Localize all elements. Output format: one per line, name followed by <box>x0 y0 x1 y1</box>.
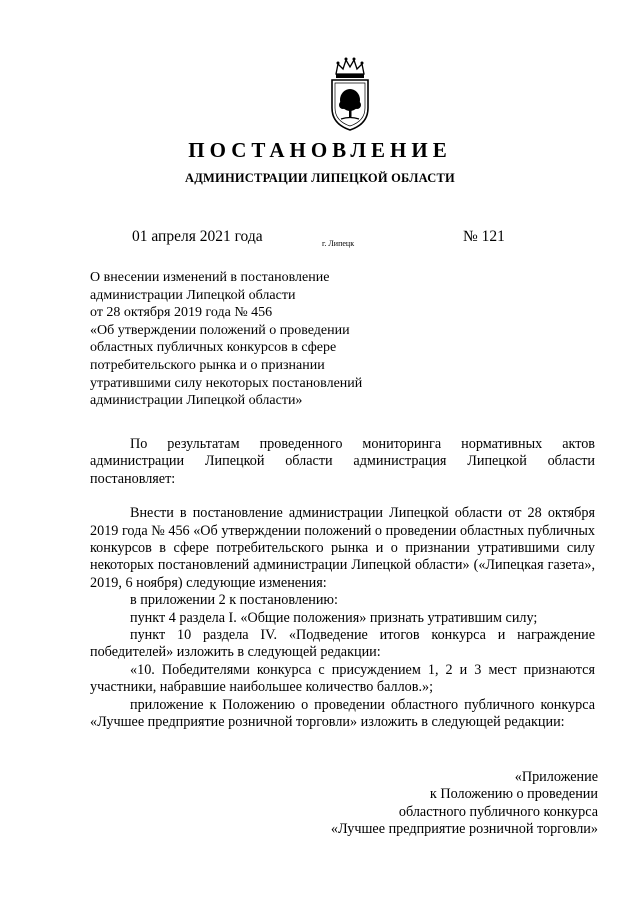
heading-line: «Об утверждении положений о проведении <box>90 322 350 338</box>
heading-line: О внесении изменений в постановление <box>90 270 330 285</box>
heading-line: утратившими силу некоторых постановлений <box>90 375 363 391</box>
appendix-line: «Приложение <box>514 769 598 785</box>
preamble-paragraph: По результатам проведенного мониторинга нормативных актов администрации Липецкой области администрация Липецкой области постановляет: <box>90 436 595 487</box>
decree-item: «10. Победителями конкурса с присуждением 1, 2 и 3 мест признаются участники, набравшие наибольшее количество баллов.»; <box>90 661 595 696</box>
document-subtitle: АДМИНИСТРАЦИИ ЛИПЕЦКОЙ ОБЛАСТИ <box>185 171 455 185</box>
document-date: 01 апреля 2021 года <box>132 228 263 245</box>
document-number: № 121 <box>463 228 505 245</box>
heading-line: областных публичных конкурсов в сфере <box>90 340 337 356</box>
decree-item: приложение к Положению о проведении областного публичного конкурса «Лучшее предприятие розничной торговли» изложить в следующей редакции: <box>90 696 595 731</box>
document-city: г. Липецк <box>322 239 355 248</box>
appendix-line: «Лучшее предприятие розничной торговли» <box>330 821 598 838</box>
coat-of-arms-icon <box>326 56 374 132</box>
document-title: ПОСТАНОВЛЕНИЕ <box>188 138 452 162</box>
appendix-header <box>331 769 598 839</box>
appendix-line: к Положению о проведении <box>429 786 598 803</box>
heading-line: потребительского рынка и о признании <box>90 357 325 373</box>
decree-item: в приложении 2 к постановлению: <box>130 592 338 609</box>
heading-line: администрации Липецкой области» <box>90 393 303 409</box>
heading-line: от 28 октября 2019 года № 456 <box>90 305 273 321</box>
document-heading <box>90 269 410 410</box>
decree-item: пункт 4 раздела I. «Общие положения» признать утратившим силу; <box>130 609 538 626</box>
heading-line: администрации Липецкой области <box>90 287 296 303</box>
decree-item: пункт 10 раздела IV. «Подведение итогов конкурса и награждение победителей» изложить в следующей редакции: <box>90 627 595 661</box>
appendix-line: областного публичного конкурса <box>398 803 598 820</box>
decree-paragraph: Внести в постановление администрации Липецкой области от 28 октября 2019 года № 456 «Об утверждении положений о проведении областных публичных конкурсов в сфере потребительского рынка и о признании утратившими силу некоторых постановлений администрации Липецкой области» («Липецкая газета», 2019, 6 ноября) следующие изменения: <box>90 505 595 591</box>
document-body <box>90 436 595 732</box>
